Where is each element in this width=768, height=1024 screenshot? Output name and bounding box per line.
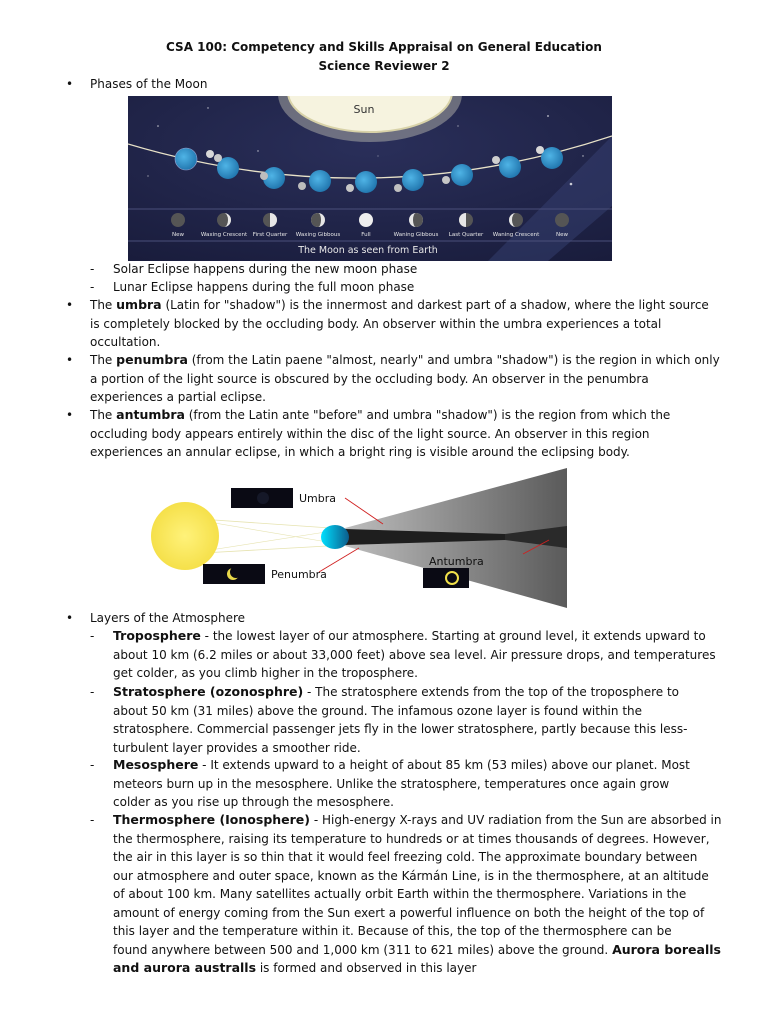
moon-phases-figure: [128, 96, 612, 261]
dash-icon: -: [90, 813, 95, 827]
antumbra-label: Antumbra: [429, 555, 484, 568]
earth-marker: [541, 147, 563, 169]
moon-marker: [442, 176, 450, 184]
thermosphere-item: Thermosphere (Ionosphere) - High-energy X-rays and UV radiation from the Sun are absorbed in the thermosphere, raising its temperature to hundreds or at times thousands of degrees. However, the air in this layer is so thin that it would feel freezing cold. The approximate boundary between our atmosphere and outer space, known as the Kármán Line, is in the thermosphere, at an altitude of about 100 km. Many satellites actually orbit Earth within the thermosphere. Variations in the amount of energy coming from the Sun exert a powerful influence on both the height of the top of this layer and the temperature within it. Because of this, the top of the thermosphere can be found anywhere between 500 and 1,000 km (311 to 621 miles) above the ground. Aurora borealls and aurora australls is formed and observed in this layer: [113, 812, 722, 975]
moon-marker: [394, 184, 402, 192]
solar-eclipse-note: Solar Eclipse happens during the new moon phase: [113, 262, 418, 276]
umbra-paragraph: The umbra (Latin for "shadow") is the innermost and darkest part of a shadow, where the light source is completely blocked by the occluding body. An observer within the umbra experiences a total occultation.: [90, 297, 709, 349]
moon-marker: [206, 150, 214, 158]
shadow-diagram: [145, 468, 575, 610]
phase-label: Waxing Crescent: [200, 232, 248, 238]
aurora-borealis-term: Aurora borealls: [612, 941, 721, 957]
earth-marker: [175, 148, 197, 170]
moon-marker: [214, 154, 222, 162]
phase-label: First Quarter: [252, 232, 288, 238]
antumbra-paragraph: The antumbra (from the Latin ante "before" and umbra "shadow") is the region from which the occluding body appears entirely within the disc of the light source. An observer in this region experiences an annular eclipse, in which a bright ring is visible around the eclipsing body.: [90, 407, 671, 459]
moon-marker: [260, 172, 268, 180]
phase-label: Waxing Gibbous: [295, 232, 341, 238]
troposphere-item: Troposphere - the lowest layer of our atmosphere. Starting at ground level, it extends upward to about 10 km (6.2 miles or about 33,000 feet) above sea level. Air pressure drops, and temperatures get colder, as you climb higher in the troposphere.: [113, 628, 716, 680]
mesosphere-item: Mesosphere - It extends upward to a height of about 85 km (53 miles) above our planet. Most meteors burn up in the mesosphere. Unlike the stratosphere, temperatures once again grow colder as you rise up through the mesosphere.: [113, 757, 690, 809]
earth-marker: [402, 169, 424, 191]
penumbra-label: Penumbra: [271, 568, 327, 581]
phase-label: New: [172, 232, 184, 238]
penumbra-term: penumbra: [116, 352, 188, 367]
phase-labels: [172, 232, 568, 238]
stratosphere-item: Stratosphere (ozonosphre) - The stratosphere extends from the top of the troposphere to about 50 km (31 miles) above the ground. The infamous ozone layer is found within the stratosphere. Commercial passenger jets fly in the lower stratosphere, partly because this less- turbulent layer provides a smoother ride.: [113, 684, 688, 755]
sun-disc: [151, 502, 219, 570]
phase-label: Waning Crescent: [492, 232, 540, 238]
bullet-icon: •: [66, 298, 74, 312]
umbra-label: Umbra: [299, 492, 337, 505]
mesosphere-term: Mesosphere: [113, 757, 199, 772]
thermosphere-term: Thermosphere (Ionosphere): [113, 812, 310, 827]
document-title: CSA 100: Competency and Skills Appraisal on General Education: [166, 40, 602, 54]
penumbra-paragraph: The penumbra (from the Latin paene "almost, nearly" and umbra "shadow") is the region in which only a portion of the light source is obscured by the occluding body. An observer in the penumbra experiences a partial eclipse.: [90, 352, 720, 404]
moon-marker: [492, 156, 500, 164]
earth-marker: [451, 164, 473, 186]
phase-icon-new: [171, 213, 185, 227]
umbra-term: umbra: [116, 297, 162, 312]
earth-marker: [499, 156, 521, 178]
phase-label: Waning Gibbous: [393, 232, 439, 238]
phase-icon-full: [359, 213, 373, 227]
moon-marker: [536, 146, 544, 154]
figure-caption: The Moon as seen from Earth: [298, 245, 438, 256]
phase-label: Last Quarter: [448, 232, 484, 238]
aurora-australis-term: and aurora australls: [113, 960, 257, 975]
dash-icon: -: [90, 629, 95, 643]
bullet-icon: •: [66, 611, 74, 625]
antumbra-term: antumbra: [116, 407, 185, 422]
phase-label: Full: [361, 232, 371, 238]
earth-marker: [309, 170, 331, 192]
troposphere-term: Troposphere: [113, 628, 201, 643]
lunar-eclipse-note: Lunar Eclipse happens during the full moon phase: [113, 280, 415, 294]
atmosphere-heading: Layers of the Atmosphere: [90, 611, 246, 625]
bullet-icon: •: [66, 77, 74, 91]
stratosphere-term: Stratosphere (ozonosphre): [113, 684, 304, 699]
phase-label: New: [556, 232, 568, 238]
moon-marker: [298, 182, 306, 190]
document-subtitle: Science Reviewer 2: [318, 59, 450, 73]
bullet-icon: •: [66, 408, 74, 422]
bullet-icon: •: [66, 353, 74, 367]
moon-disc: [321, 525, 349, 549]
phase-icon-new: [555, 213, 569, 227]
dash-icon: -: [90, 262, 95, 276]
moon-marker: [346, 184, 354, 192]
dash-icon: -: [90, 758, 95, 772]
dash-icon: -: [90, 280, 95, 294]
earth-marker: [355, 171, 377, 193]
dash-icon: -: [90, 685, 95, 699]
moon-heading: Phases of the Moon: [90, 77, 208, 91]
sun-label: Sun: [353, 103, 375, 116]
